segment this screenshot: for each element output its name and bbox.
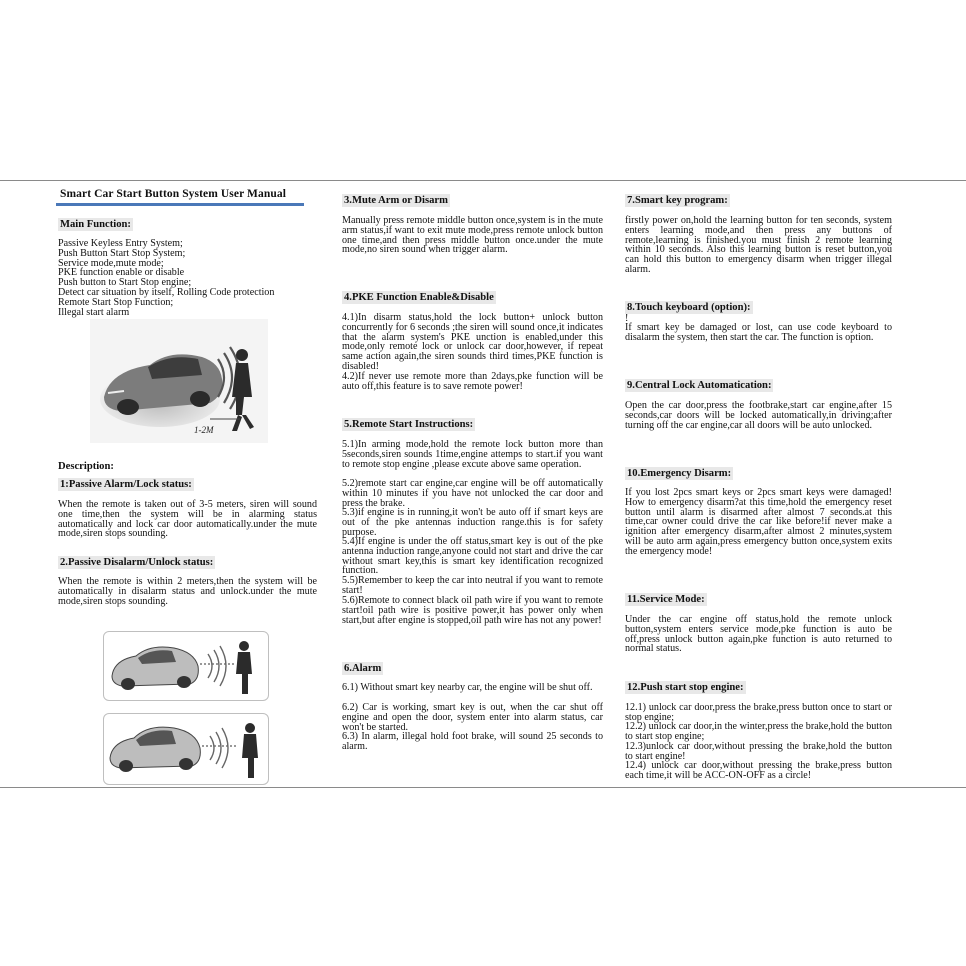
main-function-item: Illegal start alarm [58, 306, 130, 318]
section-3-heading: 3.Mute Arm or Disarm [344, 195, 448, 206]
section-2-heading: 2.Passive Disalarm/Unlock status: [60, 557, 214, 568]
section-4-heading: 4.PKE Function Enable&Disable [344, 292, 494, 303]
car-range-graphic [90, 319, 268, 443]
section-5-p2: 5.2)remote start car engine,car engine will be off automatically within 10 minutes if you have not unlocked the car door and press the brake. [342, 478, 603, 509]
section-12-p4: 12.4) unlock car door,without pressing the brake,press button each time,it will be ACC-ON-OFF as a circle! [625, 760, 892, 781]
main-function-item: Detect car situation by itself, Rolling Code protection [58, 286, 275, 298]
section-4-text: 4.1)In disarm status,hold the lock button+ unlock button concurrently for 6 seconds ;the siren will sound once,it indicates that the alarm system's PKE unction is enabled,under this mode,only remote lock or unlock car door,however, if repeat same action again,the siren sounds third times,PKE function is disabled! [342, 312, 603, 372]
section-8-mark: ! [625, 313, 629, 324]
main-function-item: Remote Start Stop Function; [58, 296, 174, 308]
range-label: 1-2M [194, 425, 214, 435]
main-function-item: Passive Keyless Entry System; [58, 238, 183, 249]
section-9-heading: 9.Central Lock Automatication: [627, 380, 772, 391]
section-10-text: If you lost 2pcs smart keys or 2pcs smart keys were damaged! How to emergency disarm?at this time,hold the emergency reset button until alarm is disarmed after almost 7 seconds.at this time,car owner could drive the car like before!if never make a ignition after emergency disarm,after almost 2 minutes,system will be auto arm again,press emergency button once,system exits the emergency mode! [625, 487, 892, 557]
main-function-heading: Main Function: [60, 219, 131, 230]
main-function-list [58, 239, 318, 317]
section-11-text: Under the car engine off status,hold the remote unlock button,system enters service mode,pke function is auto be off,press unlock button again,pke function is auto returned to normal status. [625, 614, 892, 655]
car-range-illustration [90, 319, 268, 443]
section-5-p1: 5.1)In arming mode,hold the remote lock button more than 5seconds,siren sounds 1time,engine attemps to start.if you want to remote stop engine ,please excute above same operation. [342, 439, 603, 470]
unlock-graphic [104, 632, 268, 700]
lock-graphic [104, 714, 268, 784]
unlock-illustration [103, 631, 269, 701]
section-5-p4: 5.4)If engine is under the off status,smart key is out of the pke antenna induction range,anyone could not start and drive the car without smart key,this is smart key identification recognized function. [342, 536, 603, 577]
section-5-p5: 5.5)Remember to keep the car into neutral if you want to remote start! [342, 575, 603, 596]
section-10-heading: 10.Emergency Disarm: [627, 468, 732, 479]
section-5-p3: 5.3)if engine is in running,it won't be auto off if smart keys are out of the pke antennas induction range.this is for safety purpose. [342, 507, 603, 538]
section-8-heading: 8.Touch keyboard (option): [627, 302, 751, 313]
main-function-item: Push Button Start Stop System; [58, 247, 186, 259]
manual-sheet [0, 180, 966, 788]
section-12-p1: 12.1) unlock car door,press the brake,press button once to start or stop engine; [625, 702, 892, 723]
main-function-item: PKE function enable or disable [58, 267, 185, 279]
section-12-p2: 12.2) unlock car door,in the winter,press the brake,hold the button to start stop engine; [625, 721, 892, 742]
section-12-p3: 12.3)unlock car door,without pressing the brake,hold the button to start engine! [625, 741, 892, 762]
section-11-heading: 11.Service Mode: [627, 594, 705, 605]
manual-title: Smart Car Start Button System User Manual [60, 188, 286, 200]
section-6-heading: 6.Alarm [344, 663, 382, 674]
main-function-item: Push button to Start Stop engine; [58, 277, 192, 289]
section-1-text: When the remote is taken out of 3-5 meters, siren will sound one time,then the system will be in alarming status automatically and lock car door automatically.under the mute mode,siren stops sounding. [58, 499, 317, 540]
section-8-text: If smart key be damaged or lost, can use code keyboard to disalarm the system, then start the car. The function is option. [625, 322, 892, 343]
section-6-p2: 6.2) Car is working, smart key is out, when the car shut off engine and open the door, system enter into alarm status, car won't be started. [342, 702, 603, 733]
section-2-text: When the remote is within 2 meters,then the system will be automatically in disalarm status and unlock.under the mute mode,siren stops sounding. [58, 576, 317, 607]
section-12-heading: 12.Push start stop engine: [627, 682, 744, 693]
lock-illustration [103, 713, 269, 785]
main-function-item: Service mode,mute mode; [58, 257, 164, 269]
section-4-text-2: 4.2)If never use remote more than 2days,pke function will be auto off,this feature is to save remote power! [342, 371, 603, 392]
section-6-p3: 6.3) In alarm, illegal hold foot brake, will sound 25 seconds to alarm. [342, 731, 603, 752]
section-7-text: firstly power on,hold the learning button for ten seconds, system enters learning mode,and then press any buttons of remote,learning is finished.you must finish 2 remote learning within 10 seconds. Also this learning button is reset button,you can hold this button to emergency disarm when trigger illegal alarm. [625, 215, 892, 275]
section-1-heading: 1:Passive Alarm/Lock status: [60, 479, 192, 490]
section-7-heading: 7.Smart key program: [627, 195, 728, 206]
section-6-p1: 6.1) Without smart key nearby car, the engine will be shut off. [342, 682, 593, 693]
section-9-text: Open the car door,press the footbrake,start car engine,after 15 seconds,car doors will be locked automatically,in driving;after turning off the car engine,car all doors will be auto unlocked. [625, 400, 892, 431]
description-heading: Description: [58, 461, 114, 472]
title-underline [56, 203, 304, 206]
section-3-text: Manually press remote middle button once,system is in the mute arm status,if want to exit mute mode,press remote unlock button one time,and then press middle button once.under the mute mode,no siren sound when trigger alarm. [342, 215, 603, 256]
section-5-heading: 5.Remote Start Instructions: [344, 419, 474, 430]
section-5-p6: 5.6)Remote to connect black oil path wire if you want to remote start!oil path wire is positive power,it has power only when start,but after engine is stopped,oil path wire has not any power! [342, 595, 603, 626]
